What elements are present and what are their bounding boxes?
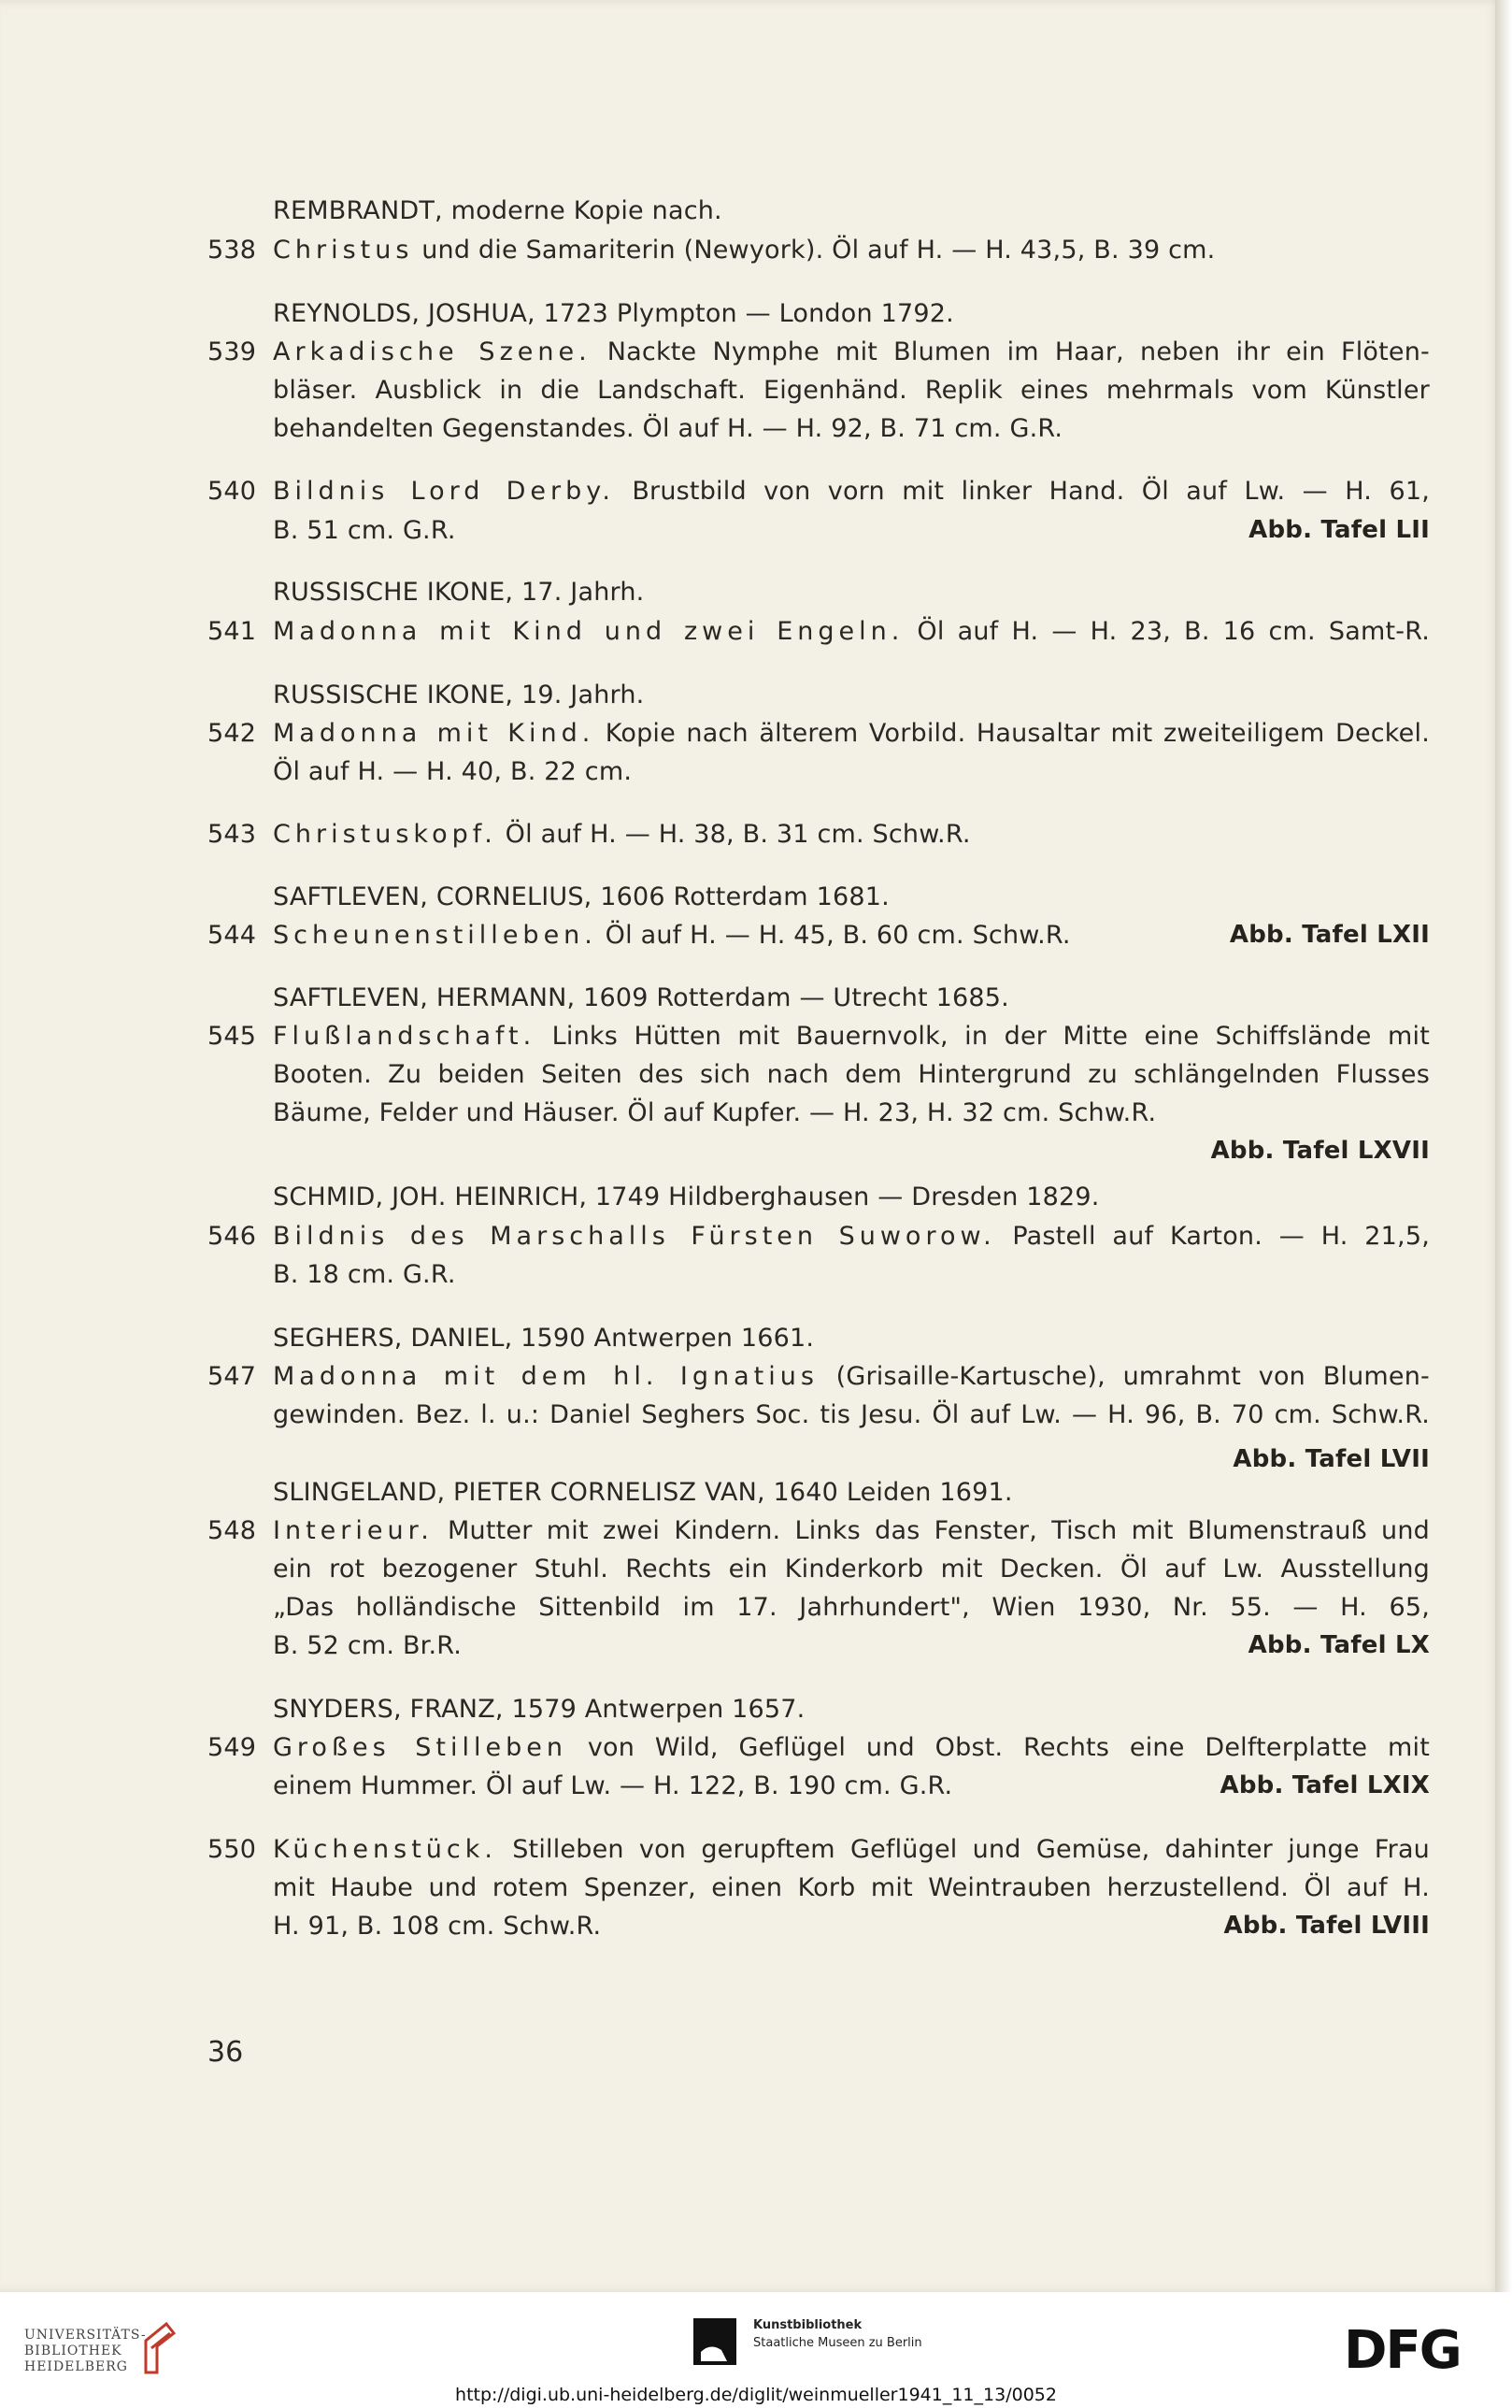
lot-number: 542	[207, 719, 257, 748]
description-text: Nackte Nymphe mit Blumen im Haar, neben ihr ein Flöten-	[591, 337, 1430, 366]
description-text: Öl auf H. — H. 38, B. 31 cm. Schw.R.	[496, 820, 971, 849]
plate-reference: Abb. Tafel LXVII	[1210, 1137, 1430, 1165]
ub-logo-icon	[138, 2320, 181, 2376]
plate-reference: Abb. Tafel LVIII	[1223, 1912, 1430, 1940]
line-text: einem Hummer. Öl auf Lw. — H. 122, B. 190 cm. G.R.	[273, 1771, 953, 1800]
line-text: H. 91, B. 108 cm. Schw.R.	[273, 1912, 602, 1941]
line-text: Öl auf H. — H. 40, B. 22 cm.	[273, 757, 633, 786]
artwork-title: Christus	[273, 236, 414, 265]
ub-line-3: HEIDELBERG	[24, 2359, 128, 2374]
description-text: Mutter mit zwei Kindern. Links das Fenster, Tisch mit Blumenstrauß und	[433, 1516, 1430, 1545]
line-text	[273, 337, 1430, 366]
line-text: SAFTLEVEN, CORNELIUS, 1606 Rotterdam 1681.	[273, 882, 890, 911]
artwork-title: Interieur.	[273, 1516, 434, 1545]
kunstbibliothek-label	[753, 2316, 922, 2352]
ub-line-1: UNIVERSITÄTS-	[24, 2328, 147, 2343]
plate-reference: Abb. Tafel LVII	[1233, 1445, 1430, 1473]
line-text: SEGHERS, DANIEL, 1590 Antwerpen 1661.	[273, 1324, 815, 1353]
description-text: Öl auf H. — H. 23, B. 16 cm. Samt-R.	[904, 617, 1430, 646]
line-text: behandelten Gegenstandes. Öl auf H. — H. 92, B. 71 cm. G.R.	[273, 414, 1063, 443]
artwork-title: Madonna mit Kind und zwei Engeln.	[273, 617, 905, 646]
ub-heidelberg-label	[24, 2328, 147, 2375]
lot-number: 544	[207, 921, 257, 950]
line-text	[273, 236, 1215, 265]
line-text	[273, 1362, 1430, 1391]
artwork-title: Flußlandschaft.	[273, 1022, 536, 1051]
lot-number: 546	[207, 1222, 257, 1251]
line-text: RUSSISCHE IKONE, 17. Jahrh.	[273, 578, 645, 607]
ub-line-2: BIBLIOTHEK	[24, 2344, 122, 2358]
lot-number: 540	[207, 477, 257, 506]
line-text: REMBRANDT, moderne Kopie nach.	[273, 196, 722, 225]
line-text: SAFTLEVEN, HERMANN, 1609 Rotterdam — Utrecht 1685.	[273, 983, 1009, 1012]
description-text: Kopie nach älterem Vorbild. Hausaltar mit zweiteiligem Deckel.	[594, 719, 1430, 748]
kb-title: Kunstbibliothek	[753, 2318, 863, 2332]
lot-number: 549	[207, 1733, 257, 1762]
line-text: SLINGELAND, PIETER CORNELISZ VAN, 1640 Leiden 1691.	[273, 1478, 1013, 1507]
artwork-title: Madonna mit dem hl. Ignatius	[273, 1362, 819, 1391]
line-text	[273, 1835, 1430, 1864]
lot-number: 545	[207, 1022, 257, 1051]
line-text	[273, 719, 1430, 748]
line-text: B. 52 cm. Br.R.	[273, 1631, 463, 1660]
artwork-title: Arkadische Szene.	[273, 337, 592, 366]
lot-number: 550	[207, 1835, 257, 1864]
line-text: SNYDERS, FRANZ, 1579 Antwerpen 1657.	[273, 1695, 806, 1724]
line-text	[273, 921, 1245, 950]
description-text: von Wild, Geflügel und Obst. Rechts eine Delfterplatte mit	[566, 1733, 1431, 1762]
lot-number: 538	[207, 236, 257, 265]
line-text	[273, 1022, 1430, 1051]
line-text: REYNOLDS, JOSHUA, 1723 Plympton — London 1792.	[273, 299, 954, 328]
line-text	[273, 1733, 1430, 1762]
description-text: und die Samariterin (Newyork). Öl auf H. — H. 43,5, B. 39 cm.	[413, 236, 1216, 265]
line-text: gewinden. Bez. l. u.: Daniel Seghers Soc. tis Jesu. Öl auf Lw. — H. 96, B. 70 cm. Schw.R.	[273, 1400, 1430, 1429]
line-text	[273, 1516, 1430, 1545]
page-number: 36	[207, 2036, 244, 2069]
line-text: mit Haube und rotem Spenzer, einen Korb mit Weintrauben herzustellend. Öl auf H.	[273, 1873, 1430, 1902]
description-text: (Grisaille-Kartusche), umrahmt von Blumen-	[818, 1362, 1430, 1391]
line-text	[273, 820, 971, 849]
description-text: Stilleben von gerupftem Geflügel und Gemüse, dahinter junge Frau	[496, 1835, 1430, 1864]
artwork-title: Madonna mit Kind.	[273, 719, 595, 748]
kb-subtitle: Staatliche Museen zu Berlin	[753, 2336, 922, 2350]
description-text: Links Hütten mit Bauernvolk, in der Mitte eine Schiffslände mit	[535, 1022, 1430, 1051]
description-text: Pastell auf Karton. — H. 21,5,	[995, 1222, 1430, 1251]
artwork-title: Küchenstück.	[273, 1835, 497, 1864]
line-text: B. 18 cm. G.R.	[273, 1260, 456, 1289]
source-url-link[interactable]: http://digi.ub.uni-heidelberg.de/diglit/weinmueller1941_11_13/0052	[455, 2385, 1057, 2405]
line-text: bläser. Ausblick in die Landschaft. Eigenhänd. Replik eines mehrmals vom Künstler	[273, 376, 1430, 405]
artwork-title: Großes Stilleben	[273, 1733, 567, 1762]
line-text	[273, 477, 1430, 506]
description-text: Brustbild von vorn mit linker Hand. Öl auf Lw. — H. 61,	[614, 477, 1430, 506]
plate-reference: Abb. Tafel LX	[1248, 1631, 1430, 1659]
artwork-title: Christuskopf.	[273, 820, 497, 849]
artwork-title: Bildnis des Marschalls Fürsten Suworow.	[273, 1222, 996, 1251]
line-text	[273, 617, 1430, 646]
line-text: „Das holländische Sittenbild im 17. Jahrhundert", Wien 1930, Nr. 55. — H. 65,	[273, 1593, 1430, 1622]
page-edge	[1495, 0, 1512, 2292]
plate-reference: Abb. Tafel LII	[1248, 516, 1430, 544]
dfg-logo: DFG	[1344, 2320, 1461, 2381]
lot-number: 541	[207, 617, 257, 646]
line-text: ein rot bezogener Stuhl. Rechts ein Kinderkorb mit Decken. Öl auf Lw. Ausstellung	[273, 1555, 1430, 1584]
artwork-title: Scheunenstilleben.	[273, 921, 597, 950]
lot-number: 543	[207, 820, 257, 849]
line-text: Bäume, Felder und Häuser. Öl auf Kupfer. — H. 23, H. 32 cm. Schw.R.	[273, 1098, 1157, 1127]
line-text: SCHMID, JOH. HEINRICH, 1749 Hildberghausen — Dresden 1829.	[273, 1182, 1100, 1211]
line-text	[273, 1222, 1430, 1251]
lot-number: 548	[207, 1516, 257, 1545]
plate-reference: Abb. Tafel LXII	[1229, 921, 1430, 949]
line-text: Booten. Zu beiden Seiten des sich nach dem Hintergrund zu schlängelnden Flusses	[273, 1060, 1430, 1089]
lot-number: 547	[207, 1362, 257, 1391]
kunstbibliothek-logo-icon	[690, 2315, 742, 2369]
lot-number: 539	[207, 337, 257, 366]
artwork-title: Bildnis Lord Derby.	[273, 477, 615, 506]
line-text: B. 51 cm. G.R.	[273, 516, 456, 545]
description-text: Öl auf H. — H. 45, B. 60 cm. Schw.R.	[596, 921, 1071, 950]
plate-reference: Abb. Tafel LXIX	[1220, 1771, 1430, 1799]
line-text: RUSSISCHE IKONE, 19. Jahrh.	[273, 681, 645, 710]
